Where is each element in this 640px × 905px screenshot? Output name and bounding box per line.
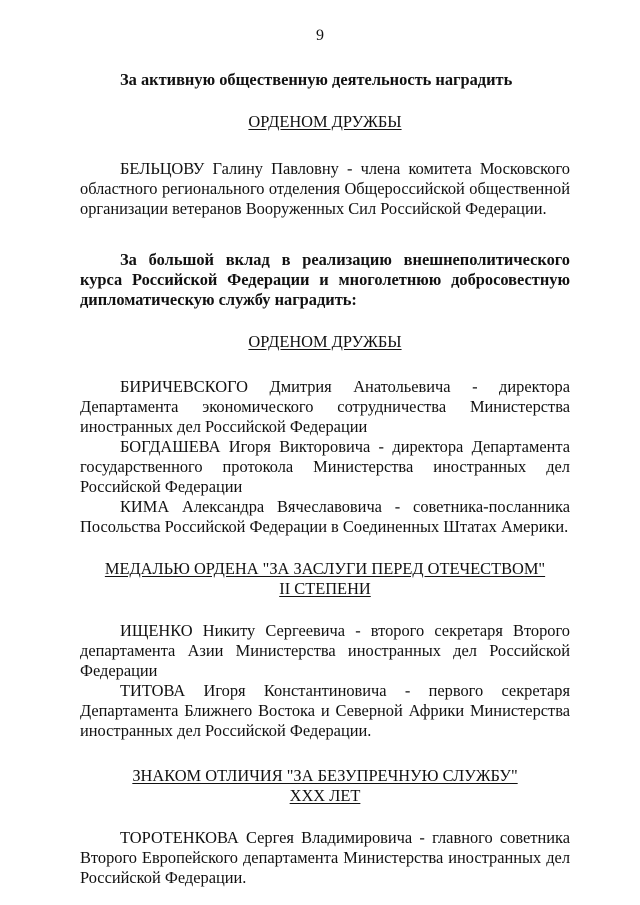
section1-intro: За активную общественную деятельность наградить bbox=[120, 70, 513, 89]
section3-award-title-line2: II СТЕПЕНИ bbox=[279, 579, 371, 598]
section4-award-title-line2: XXX ЛЕТ bbox=[289, 786, 361, 805]
section2-award-title: ОРДЕНОМ ДРУЖБЫ bbox=[248, 332, 402, 351]
section2-person-bogdashev: БОГДАШЕВА Игоря Викторовича - директора Департамента государственного протокола Министерства иностранных дел Российской Федерации bbox=[80, 437, 570, 496]
section2-person-kim: КИМА Александра Вячеславовича - советника-посланника Посольства Российской Федерации в Соединенных Штатах Америки. bbox=[80, 497, 570, 536]
decree-body bbox=[80, 70, 570, 888]
section4-person-torotenkov: ТОРОТЕНКОВА Сергея Владимировича - главного советника Второго Европейского департамента Министерства иностранных дел Российской Федерации. bbox=[80, 828, 570, 887]
section4-award-title-line1: ЗНАКОМ ОТЛИЧИЯ "ЗА БЕЗУПРЕЧНУЮ СЛУЖБУ" bbox=[132, 766, 518, 785]
section3-person-titov: ТИТОВА Игоря Константиновича - первого секретаря Департамента Ближнего Востока и Северной Африки Министерства иностранных дел Российской Федерации. bbox=[80, 681, 570, 740]
section2-intro: За большой вклад в реализацию внешнеполитического курса Российской Федерации и многолетнюю добросовестную дипломатическую службу наградить: bbox=[80, 250, 570, 309]
section1-award-title: ОРДЕНОМ ДРУЖБЫ bbox=[248, 112, 402, 131]
page-number: 9 bbox=[316, 27, 324, 44]
section2-person-birichevsky: БИРИЧЕВСКОГО Дмитрия Анатольевича - директора Департамента экономического сотрудничества Министерства иностранных дел Российской Федерации bbox=[80, 377, 570, 436]
section3-award-title-line1: МЕДАЛЬЮ ОРДЕНА "ЗА ЗАСЛУГИ ПЕРЕД ОТЕЧЕСТВОМ" bbox=[104, 559, 546, 578]
section3-person-ishchenko: ИЩЕНКО Никиту Сергеевича - второго секретаря Второго департамента Азии Министерства иностранных дел Российской Федерации bbox=[80, 621, 570, 680]
section1-person-beltsova: БЕЛЬЦОВУ Галину Павловну - члена комитета Московского областного регионального отделения Общероссийской общественной организации ветеранов Вооруженных Сил Российской Федерации. bbox=[80, 159, 570, 218]
